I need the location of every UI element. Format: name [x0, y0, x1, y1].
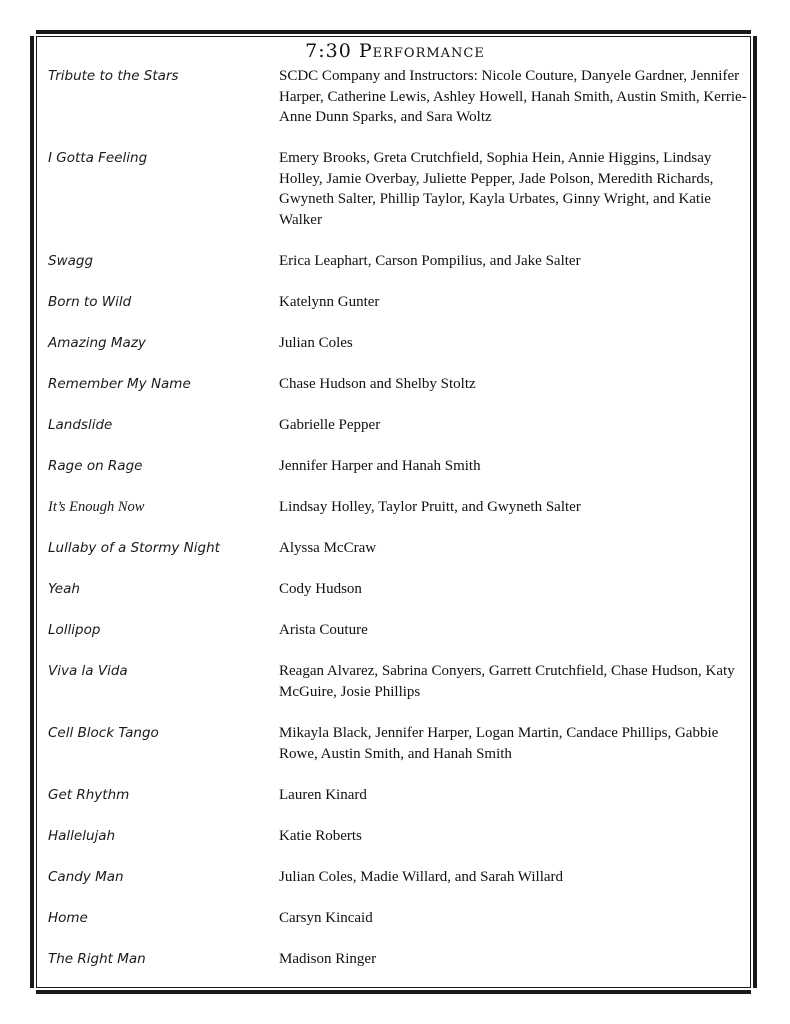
dance-title: Viva la Vida: [48, 663, 128, 679]
program-entry: [48, 723, 748, 785]
border-corner-notch: [751, 988, 759, 996]
program-entry: [48, 826, 748, 867]
dance-cast: Mikayla Black, Jennifer Harper, Logan Martin, Candace Phillips, Gabbie Rowe, Austin Smith, and Hanah Smith: [279, 725, 719, 762]
dance-title: Home: [48, 910, 88, 926]
program-entry: [48, 148, 748, 251]
dance-cast: Erica Leaphart, Carson Pompilius, and Jake Salter: [279, 253, 581, 269]
program-list: [48, 66, 748, 990]
program-entry: [48, 579, 748, 620]
dance-cast: Julian Coles: [279, 335, 353, 351]
program-entry: [48, 538, 748, 579]
dance-cast: Reagan Alvarez, Sabrina Conyers, Garrett Crutchfield, Chase Hudson, Katy McGuire, Josie Phillips: [279, 663, 735, 700]
border-corner-notch: [28, 988, 36, 996]
dance-cast: Arista Couture: [279, 622, 368, 638]
dance-title: Amazing Mazy: [48, 335, 146, 351]
dance-title: It’s Enough Now: [48, 499, 145, 515]
program-entry: [48, 661, 748, 723]
program-entry: [48, 785, 748, 826]
dance-cast: Cody Hudson: [279, 581, 362, 597]
dance-cast: Katelynn Gunter: [279, 294, 380, 310]
dance-title: I Gotta Feeling: [48, 150, 148, 166]
dance-title: Tribute to the Stars: [48, 68, 179, 84]
dance-title: Remember My Name: [48, 376, 191, 392]
program-entry: [48, 374, 748, 415]
dance-title: Swagg: [48, 253, 94, 269]
dance-title: Born to Wild: [48, 294, 132, 310]
border-corner-notch: [28, 28, 36, 36]
program-entry: [48, 456, 748, 497]
dance-cast: Emery Brooks, Greta Crutchfield, Sophia Hein, Annie Higgins, Lindsay Holley, Jamie Overbay, Juliette Pepper, Jade Polson, Meredith Richards, Gwyneth Salter, Phillip Taylor, Kayla Urbates, Ginny Wright, and Katie Walker: [279, 150, 714, 229]
program-entry: [48, 251, 748, 292]
dance-cast: SCDC Company and Instructors: Nicole Couture, Danyele Gardner, Jennifer Harper, Catherine Lewis, Ashley Howell, Hanah Smith, Austin Smith, Kerrie-Anne Dunn Sparks, and Sara Woltz: [279, 68, 747, 126]
program-entry: [48, 415, 748, 456]
dance-title: Candy Man: [48, 869, 124, 885]
dance-cast: Lauren Kinard: [279, 787, 367, 803]
dance-title: Hallelujah: [48, 828, 116, 844]
dance-title: Yeah: [48, 581, 80, 597]
dance-cast: Lindsay Holley, Taylor Pruitt, and Gwyneth Salter: [279, 499, 581, 515]
program-entry: [48, 497, 748, 538]
dance-cast: Chase Hudson and Shelby Stoltz: [279, 376, 476, 392]
program-entry: [48, 333, 748, 374]
dance-title: Lollipop: [48, 622, 101, 638]
dance-title: Get Rhythm: [48, 787, 130, 803]
dance-title: Landslide: [48, 417, 113, 433]
dance-cast: Carsyn Kincaid: [279, 910, 373, 926]
program-entry: [48, 292, 748, 333]
dance-cast: Madison Ringer: [279, 951, 377, 967]
dance-cast: Alyssa McCraw: [279, 540, 377, 556]
program-entry: [48, 949, 748, 990]
program-entry: [48, 867, 748, 908]
dance-title: Lullaby of a Stormy Night: [48, 540, 220, 556]
dance-cast: Katie Roberts: [279, 828, 362, 844]
dance-title: Cell Block Tango: [48, 725, 159, 741]
border-corner-notch: [751, 28, 759, 36]
dance-title: The Right Man: [48, 951, 146, 967]
program-entry: [48, 66, 748, 148]
program-entry: [48, 908, 748, 949]
page-title: 7:30 Performance: [305, 40, 485, 62]
dance-cast: Jennifer Harper and Hanah Smith: [279, 458, 481, 474]
dance-cast: Gabrielle Pepper: [279, 417, 381, 433]
dance-title: Rage on Rage: [48, 458, 143, 474]
dance-cast: Julian Coles, Madie Willard, and Sarah Willard: [279, 869, 564, 885]
program-entry: [48, 620, 748, 661]
